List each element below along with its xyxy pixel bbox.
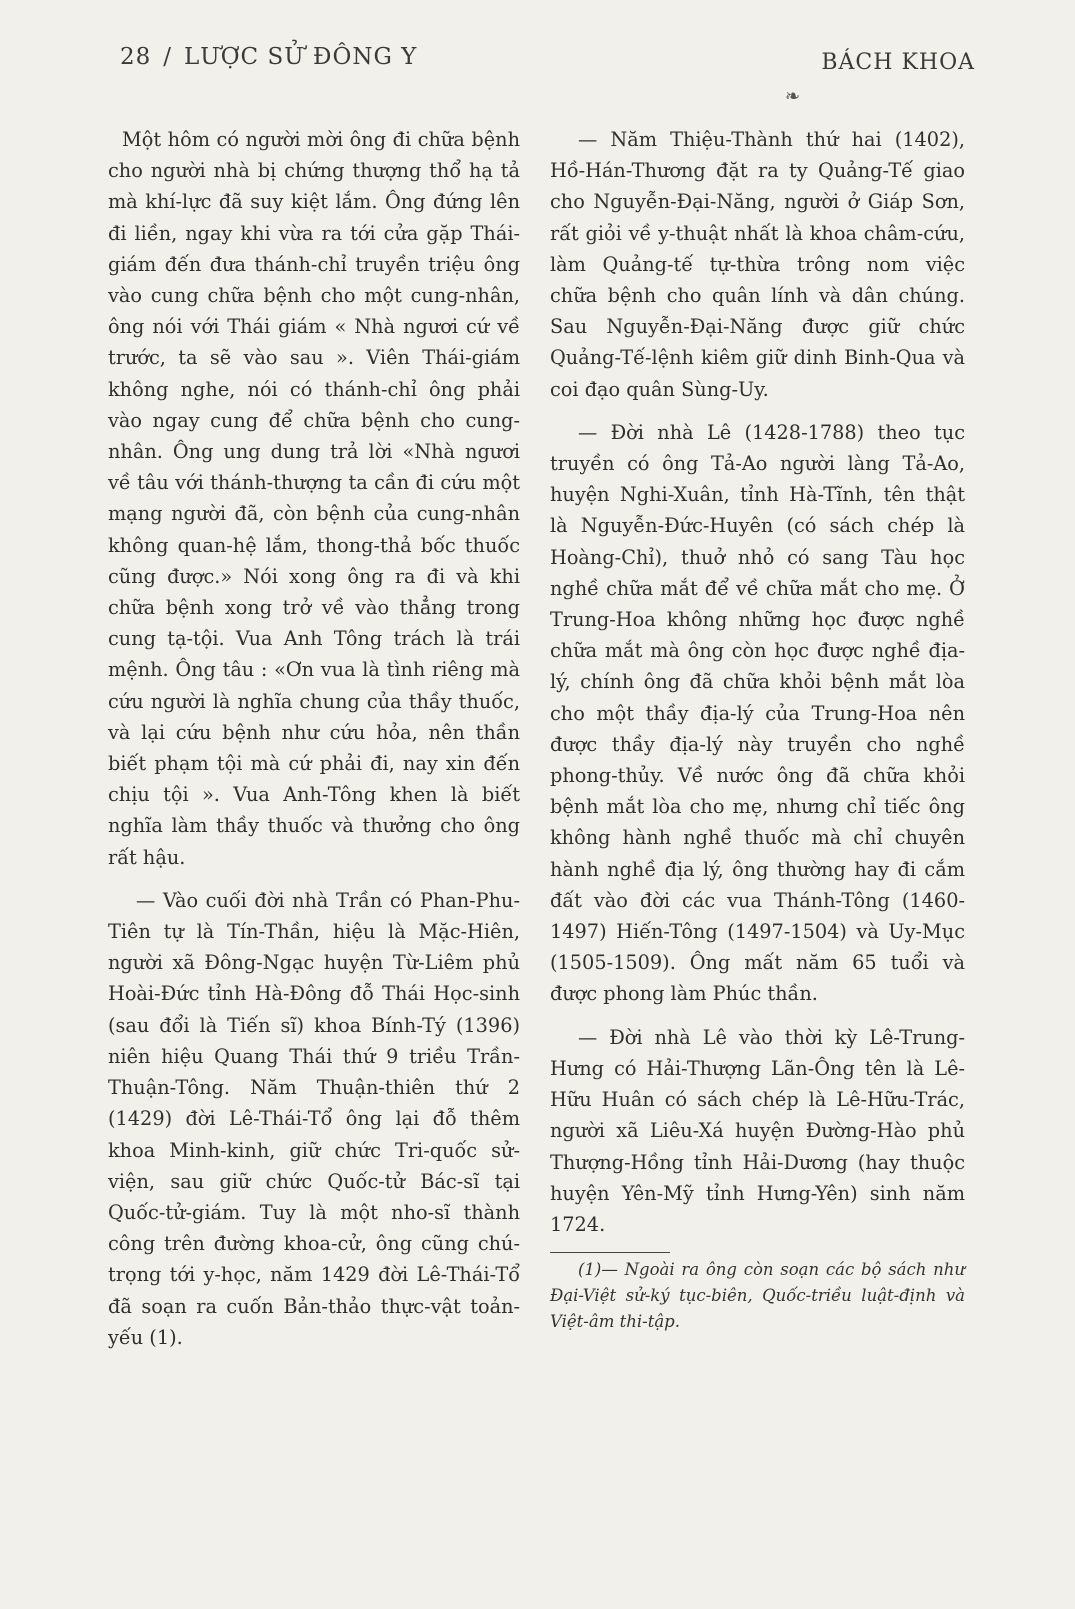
paragraph: Một hôm có người mời ông đi chữa bệnh cho người nhà bị chứng thượng thổ hạ tả mà khí-lực đã suy kiệt lắm. Ông đứng lên đi liền, ngay khi vừa ra tới cửa gặp Thái-giám đến đưa thánh-chỉ truyền triệu ông vào cung chữa bệnh cho một cung-nhân, ông nói với Thái giám « Nhà ngươi cứ về trước, ta sẽ vào sau ». Viên Thái-giám không nghe, nói có thánh-chỉ ông phải vào ngay cung để chữa bệnh cho cung-nhân. Ông ung dung trả lời «Nhà ngươi về tâu với thánh-thượng ta cần đi cứu một mạng người đã, còn bệnh của cung-nhân không quan-hệ lắm, thong-thả bốc thuốc cũng được.» Nói xong ông ra đi và khi chữa bệnh xong trở về vào thẳng trong cung tạ-tội. Vua Anh Tông trách là trái mệnh. Ông tâu : «Ơn vua là tình riêng mà cứu người là nghĩa chung của thầy thuốc, và lại cứu bệnh như cứu hỏa, nên thần biết phạm tội mà cứ phải đi, nay xin đến chịu tội ». Vua Anh-Tông khen là biết nghĩa làm thầy thuốc và thưởng cho ông rất hậu. <box>108 128 520 869</box>
magazine-name: BÁCH KHOA <box>821 50 975 75</box>
footnote-divider <box>550 1252 670 1253</box>
ornament-icon: ❧ <box>785 86 801 107</box>
footnote: (1)— Ngoài ra ông còn soạn các bộ sách như Đại-Việt sử-ký tục-biên, Quốc-triều luật-định và Việt-âm thi-tập. <box>550 1260 965 1332</box>
paragraph: — Đời nhà Lê (1428-1788) theo tục truyền có ông Tả-Ao người làng Tả-Ao, huyện Nghi-Xuân, tỉnh Hà-Tĩnh, tên thật là Nguyễn-Đức-Huyên (có sách chép là Hoàng-Chỉ), thuở nhỏ có sang Tàu học nghề chữa mắt để về chữa mắt cho mẹ. Ở Trung-Hoa không những học được nghề chữa mắt mà ông còn học được nghề địa-lý, chính ông đã chữa khỏi bệnh mắt lòa cho một thầy địa-lý của Trung-Hoa nên được thầy địa-lý này truyền cho nghề phong-thủy. Về nước ông đã chữa khỏi bệnh mắt lòa cho mẹ, nhưng chỉ tiếc ông không hành nghề thuốc mà chỉ chuyên hành nghề địa lý, ông thường hay đi cắm đất vào đời các vua Thánh-Tông (1460-1497) Hiến-Tông (1497-1504) và Uy-Mục (1505-1509). Ông mất năm 65 tuổi và được phong làm Phúc thần. <box>550 420 965 1006</box>
running-header <box>120 44 417 70</box>
running-title: LƯỢC SỬ ĐÔNG Y <box>184 44 418 70</box>
right-column <box>550 124 965 1347</box>
left-column <box>108 124 520 1365</box>
page-number: 28 <box>120 44 152 70</box>
paragraph: — Năm Thiệu-Thành thứ hai (1402), Hồ-Hán-Thương đặt ra ty Quảng-Tế giao cho Nguyễn-Đại-Năng, người ở Giáp Sơn, rất giỏi về y-thuật nhất là khoa châm-cứu, làm Quảng-tế tự-thừa trông nom việc chữa bệnh cho quân lính và dân chúng. Sau Nguyễn-Đại-Năng được giữ chức Quảng-Tế-lệnh kiêm giữ dinh Binh-Qua và coi đạo quân Sùng-Uy. <box>550 128 965 401</box>
header-separator: / <box>163 44 173 70</box>
paragraph: — Vào cuối đời nhà Trần có Phan-Phu-Tiên tự là Tín-Thần, hiệu là Mặc-Hiên, người xã Đông-Ngạc huyện Từ-Liêm phủ Hoài-Đức tỉnh Hà-Đông đỗ Thái Học-sinh (sau đổi là Tiến sĩ) khoa Bính-Tý (1396) niên hiệu Quang Thái thứ 9 triều Trần-Thuận-Tông. Năm Thuận-thiên thứ 2 (1429) đời Lê-Thái-Tổ ông lại đỗ thêm khoa Minh-kinh, giữ chức Tri-quốc sử-viện, sau giữ chức Quốc-tử Bác-sĩ tại Quốc-tử-giám. Tuy là một nho-sĩ thành công trên đường khoa-cử, ông cũng chú-trọng tới y-học, năm 1429 đời Lê-Thái-Tổ đã soạn ra cuốn Bản-thảo thực-vật toản-yếu (1). <box>108 888 520 1349</box>
paragraph: — Đời nhà Lê vào thời kỳ Lê-Trung-Hưng có Hải-Thượng Lãn-Ông tên là Lê-Hữu Huân có sách chép là Lê-Hữu-Trác, người xã Liêu-Xá huyện Đường-Hào phủ Thượng-Hồng tỉnh Hải-Dương (hay thuộc huyện Yên-Mỹ tỉnh Hưng-Yên) sinh năm 1724. <box>550 1025 965 1236</box>
